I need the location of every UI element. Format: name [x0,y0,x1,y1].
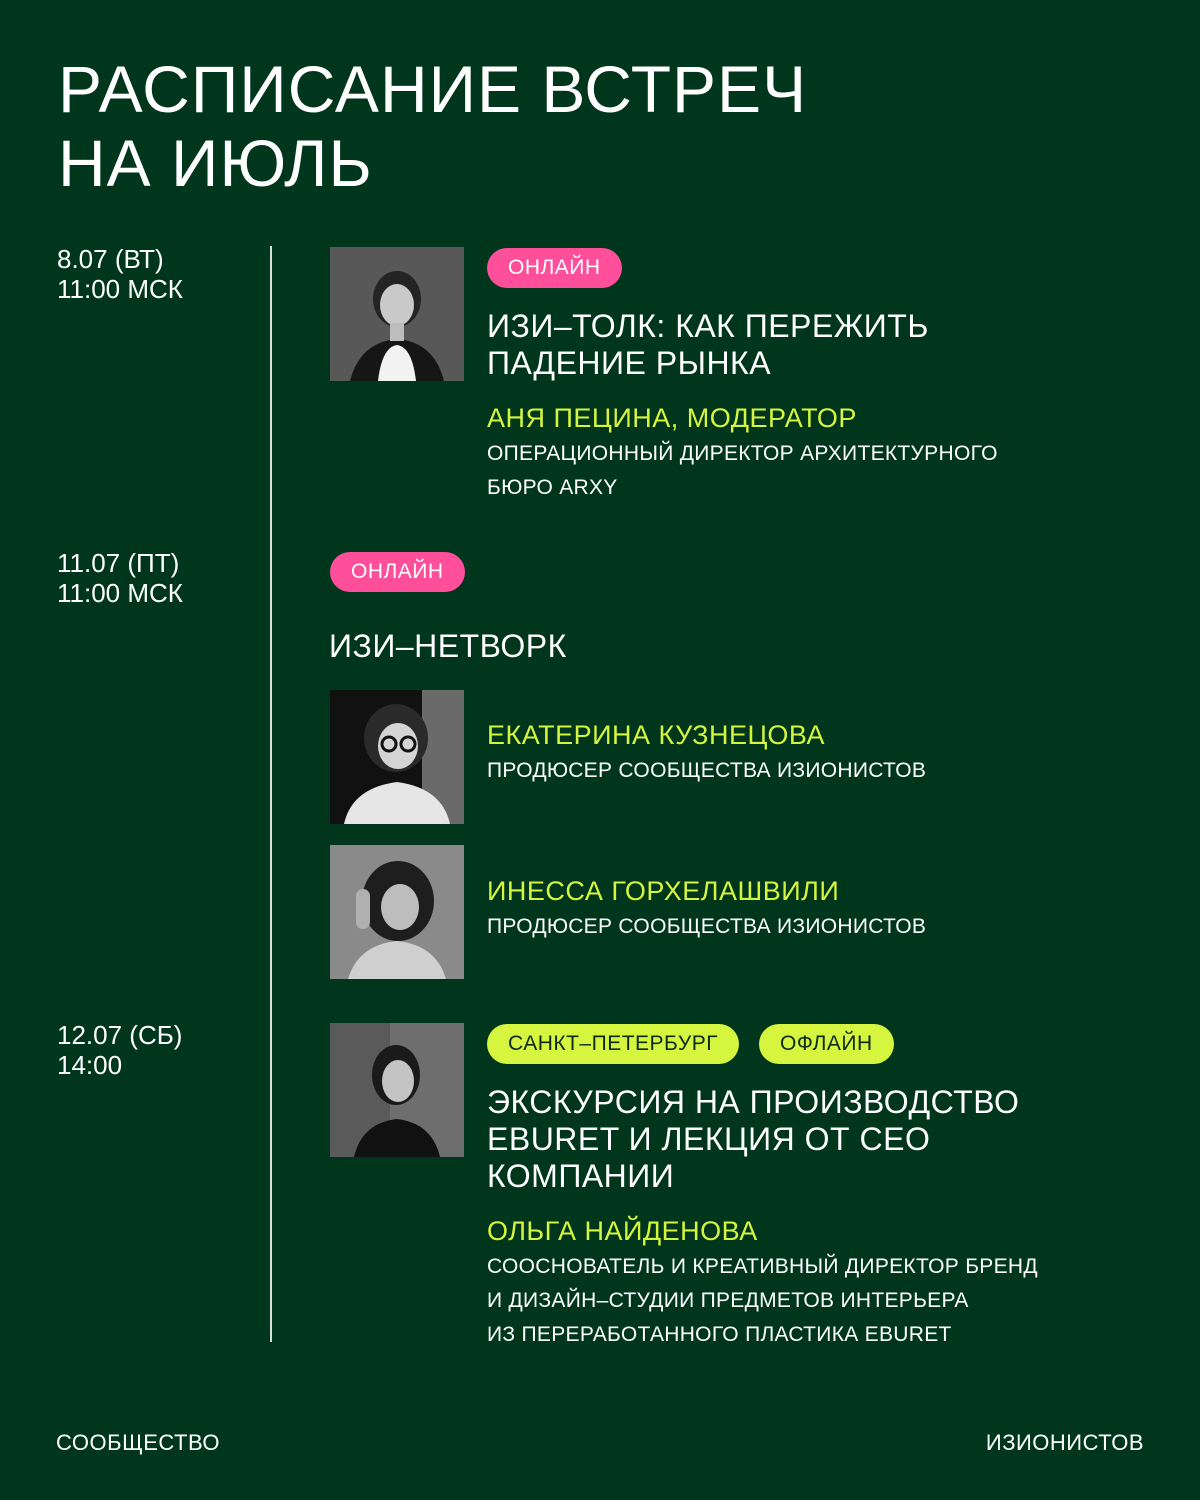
event-2-title: ИЗИ–НЕТВОРК [329,628,567,664]
event-2-date: 11.07 (ПТ) [57,548,180,578]
portrait-photo-icon [330,247,464,381]
page-title [58,52,807,200]
footer-left: СООБЩЕСТВО [56,1430,221,1455]
event-1-role [487,437,998,505]
portrait-photo-icon [330,690,464,824]
event-3-title-line-3: КОМПАНИИ [487,1158,675,1194]
event-2-speaker-1-name: ЕКАТЕРИНА КУЗНЕЦОВА [487,720,825,750]
page-title-line-2: НА ИЮЛЬ [58,126,373,200]
footer-right: ИЗИОНИСТОВ [985,1430,1144,1455]
event-1-role-line-2: БЮРО ARXY [487,476,618,499]
event-3-time: 14:00 [57,1050,123,1080]
event-2-time: 11:00 МСК [57,578,183,608]
event-2-speaker-2-role: ПРОДЮСЕР СООБЩЕСТВА ИЗИОНИСТОВ [487,915,927,938]
event-3-role-line-3: ИЗ ПЕРЕРАБОТАННОГО ПЛАСТИКА EBURET [487,1323,952,1346]
event-3-date: 12.07 (СБ) [57,1020,183,1050]
event-2-speaker-2-name: ИНЕССА ГОРХЕЛАШВИЛИ [487,876,840,906]
event-1-time: 11:00 МСК [57,274,183,304]
event-1-speaker: АНЯ ПЕЦИНА, МОДЕРАТОР [487,403,857,433]
timeline-divider [270,246,272,1342]
event-1-date: 8.07 (ВТ) [57,244,164,274]
badge-city: САНКТ–ПЕТЕРБУРГ [487,1024,739,1064]
badge-online: ОНЛАЙН [487,248,622,288]
event-2-datetime [57,548,183,608]
speaker-photo-gorkhelashvili [330,845,464,979]
event-1-datetime [57,244,183,304]
badge-offline: ОФЛАЙН [759,1024,894,1064]
event-2-speaker-1-role: ПРОДЮСЕР СООБЩЕСТВА ИЗИОНИСТОВ [487,759,927,782]
event-3-role [487,1250,1038,1352]
event-1-role-line-1: ОПЕРАЦИОННЫЙ ДИРЕКТОР АРХИТЕКТУРНОГО [487,442,998,465]
event-3-title-line-2: EBURET И ЛЕКЦИЯ ОТ CEO [487,1121,931,1157]
speaker-photo-pecina [330,247,464,381]
speaker-photo-naydenova [330,1023,464,1157]
event-3-title [487,1084,1019,1195]
event-3-speaker: ОЛЬГА НАЙДЕНОВА [487,1216,758,1246]
event-1-title-line-2: ПАДЕНИЕ РЫНКА [487,345,772,381]
event-3-role-line-2: И ДИЗАЙН–СТУДИИ ПРЕДМЕТОВ ИНТЕРЬЕРА [487,1289,969,1312]
event-3-datetime [57,1020,182,1080]
event-1-title [487,308,929,382]
event-3-role-line-1: СООСНОВАТЕЛЬ И КРЕАТИВНЫЙ ДИРЕКТОР БРЕНД [487,1255,1038,1278]
badge-online: ОНЛАЙН [330,552,465,592]
page-title-line-1: РАСПИСАНИЕ ВСТРЕЧ [58,52,808,126]
portrait-photo-icon [330,1023,464,1157]
event-1-title-line-1: ИЗИ–ТОЛК: КАК ПЕРЕЖИТЬ [487,308,929,344]
event-3-title-line-1: ЭКСКУРСИЯ НА ПРОИЗВОДСТВО [487,1084,1020,1120]
speaker-photo-kuznetsova [330,690,464,824]
portrait-photo-icon [330,845,464,979]
